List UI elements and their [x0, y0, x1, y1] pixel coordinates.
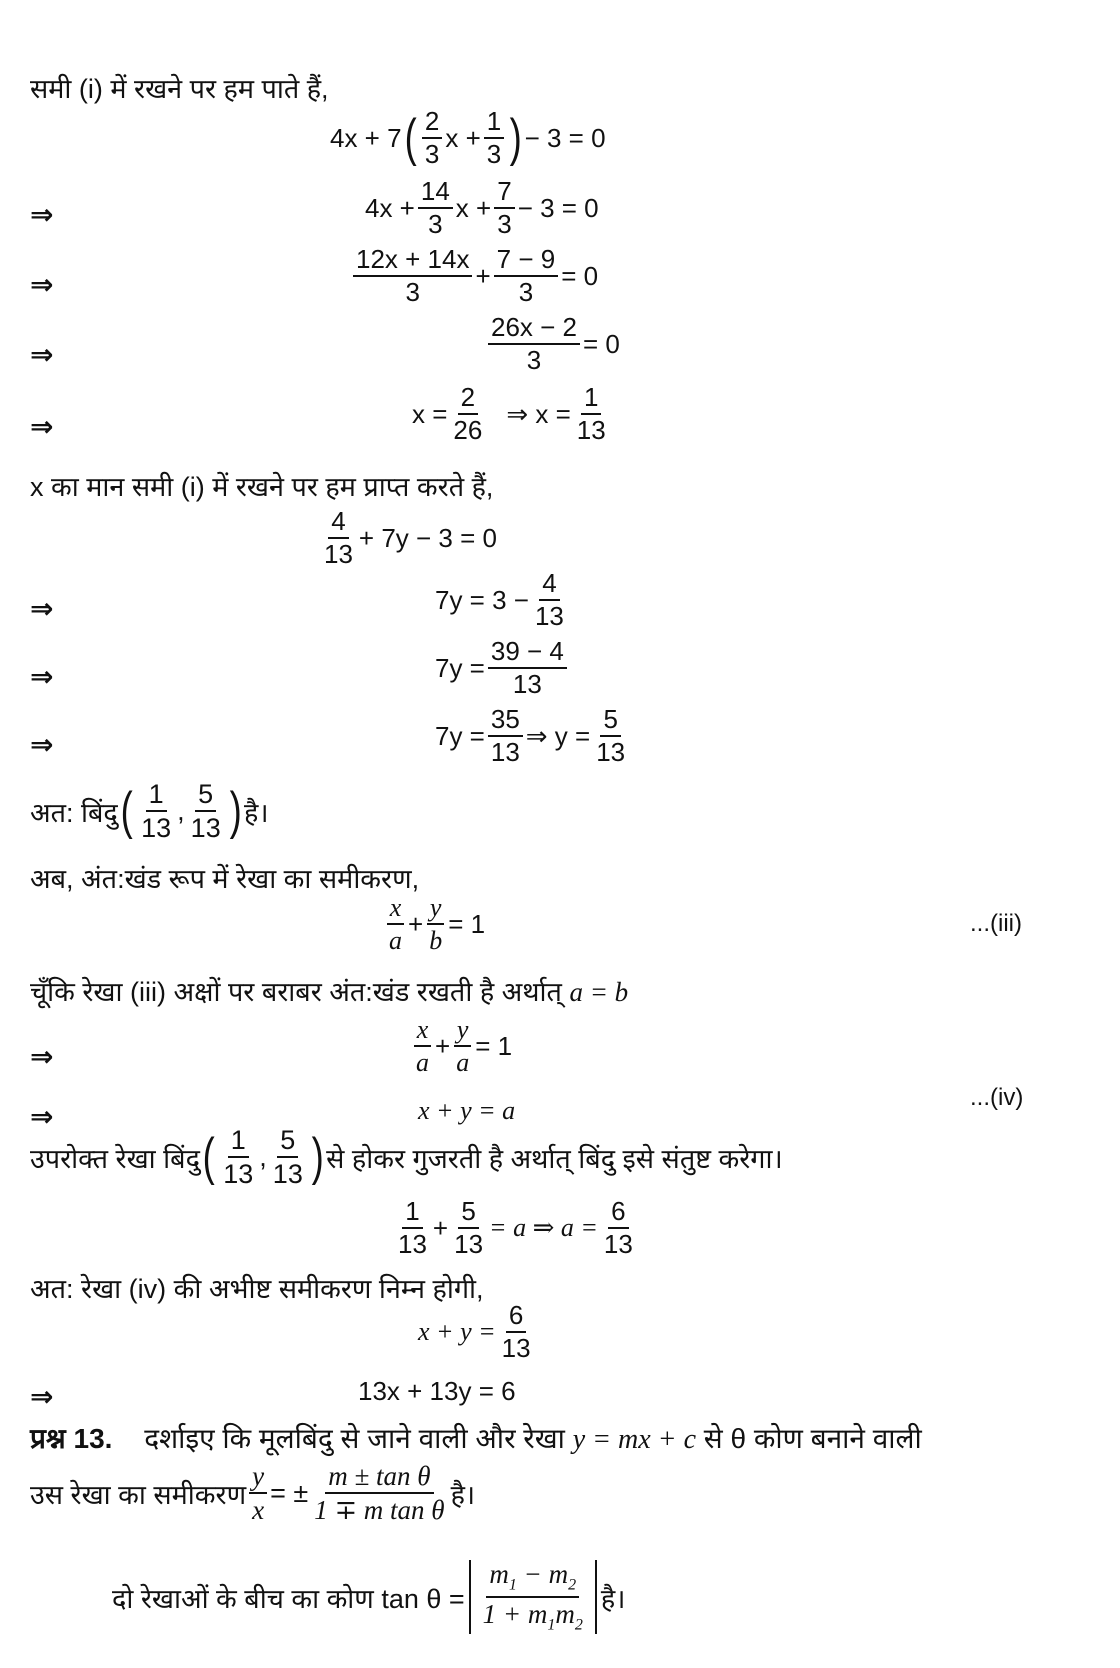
denominator: x: [252, 1495, 265, 1526]
passes-through-suffix: से होकर गुजरती है अर्थात् बिंदु इसे संतुष्ट करेगा।: [326, 1143, 783, 1174]
denominator: 13: [534, 601, 564, 632]
eq5-pre: x =: [412, 398, 448, 429]
plus-sign: +: [435, 1030, 451, 1061]
left-paren: (: [404, 109, 417, 168]
equals-plus-minus: = ±: [270, 1477, 309, 1508]
eq1-mid: x +: [445, 122, 481, 153]
numerator: 7: [494, 178, 514, 209]
eq7-pre: 7y = 3 −: [435, 584, 529, 615]
eq9-mid: ⇒ y =: [525, 720, 591, 751]
left-paren: (: [120, 782, 133, 841]
question-line-equation: y = mx + c: [572, 1424, 696, 1455]
denominator: 13: [324, 539, 353, 570]
implies-arrow: ⇒: [30, 411, 54, 442]
numerator: [486, 1560, 579, 1598]
equation-13: [392, 1198, 639, 1259]
point-line: [30, 780, 269, 843]
intro-line-2: x का मान समी (i) में रखने पर हम प्राप्त करते हैं,: [30, 472, 494, 502]
equation-7: [435, 570, 570, 631]
numerator: x: [414, 1016, 432, 1047]
fraction-x-a: [386, 894, 405, 955]
subscript: 2: [574, 1616, 583, 1634]
fraction-y-x: [249, 1462, 267, 1525]
fraction-1-3: [484, 108, 504, 169]
numerator: 1: [146, 780, 167, 812]
equation-6: [318, 508, 497, 569]
left-paren: (: [202, 1128, 215, 1187]
numerator: x: [387, 894, 405, 925]
denominator: 3: [428, 209, 443, 240]
equation-intercept: [383, 894, 485, 955]
denominator: 13: [501, 1333, 531, 1364]
eq1-post: − 3 = 0: [524, 122, 606, 153]
numerator: 5: [600, 706, 620, 737]
fraction-y-b: [426, 894, 445, 955]
plus-sign: +: [408, 908, 424, 939]
one-plus-m: 1 + m: [482, 1599, 548, 1630]
numerator: 5: [195, 780, 216, 812]
denominator: a: [389, 926, 402, 956]
equal-intercepts-line: [30, 975, 628, 1009]
fraction-7-3: [494, 178, 514, 239]
absolute-value: [469, 1560, 597, 1634]
denominator: 13: [454, 1229, 484, 1260]
implies-arrow: ⇒: [30, 1101, 54, 1132]
fraction-slope-formula: [311, 1462, 447, 1525]
numerator: 4: [539, 570, 559, 601]
denominator: 13: [272, 1159, 303, 1190]
numerator: 5: [277, 1126, 298, 1158]
numerator: 1: [484, 108, 504, 139]
denominator: 13: [603, 1229, 633, 1260]
denominator: 13: [141, 813, 172, 844]
equals-zero: = 0: [561, 260, 599, 291]
numerator: 6: [506, 1302, 526, 1333]
numerator: 26x − 2: [488, 314, 580, 345]
equals-zero: = 0: [583, 328, 620, 359]
denominator: 13: [596, 737, 626, 768]
denominator: 3: [424, 139, 440, 170]
numerator: 6: [608, 1198, 628, 1229]
implies-arrow: ⇒: [30, 1041, 54, 1072]
intro-line-1: समी (i) में रखने पर हम पाते हैं,: [30, 74, 329, 104]
fraction-1-13: [574, 384, 609, 445]
numerator: 35: [488, 706, 523, 737]
point-suffix: है।: [244, 797, 269, 828]
comma: ,: [177, 795, 185, 826]
implies-arrow: ⇒: [30, 729, 54, 760]
question-text-1: दर्शाइए कि मूलबिंदु से जाने वाली और रेखा: [144, 1423, 565, 1454]
denominator: 26: [453, 415, 483, 446]
numerator: 12x + 14x: [353, 246, 472, 277]
denominator: a: [456, 1048, 470, 1078]
right-paren: ): [509, 109, 522, 168]
denominator: [480, 1598, 586, 1634]
equation-8: [435, 638, 570, 699]
numerator: m ± tan θ: [325, 1462, 433, 1494]
question-suffix: है।: [450, 1479, 476, 1510]
denominator: a: [416, 1048, 429, 1078]
implies-arrow: ⇒: [30, 269, 54, 300]
plus-sign: +: [475, 260, 491, 291]
denominator: 3: [486, 139, 502, 170]
implies-arrow: ⇒: [30, 661, 54, 692]
equation-15: 13x + 13y = 6: [358, 1376, 516, 1406]
eq5-mid: ⇒ x =: [506, 398, 571, 429]
numerator: 5: [458, 1198, 478, 1229]
equals-one: = 1: [475, 1030, 513, 1061]
question-label: प्रश्न 13.: [30, 1423, 113, 1454]
fraction-5-13: [270, 1126, 306, 1189]
equation-14: [418, 1302, 537, 1363]
fraction-angle-formula: [480, 1560, 586, 1634]
question-text-2: से θ कोण बनाने वाली: [703, 1423, 922, 1454]
denominator: 3: [405, 277, 420, 308]
numerator: 7 − 9: [494, 246, 559, 277]
right-paren: ): [229, 782, 242, 841]
denominator: 3: [518, 277, 534, 308]
eq14-pre: x + y =: [418, 1317, 496, 1347]
fraction-39-4: [488, 638, 567, 699]
equation-tag-iii: ...(iii): [970, 910, 1022, 937]
equation-12: x + y = a: [418, 1096, 516, 1125]
fraction-1-13: [395, 1198, 430, 1259]
fraction-26x-2: [488, 314, 580, 375]
eq2-mid: x +: [455, 192, 492, 223]
fraction-4-13: [532, 570, 567, 631]
required-equation-line: अत: रेखा (iv) की अभीष्ट समीकरण निम्न होगी,: [30, 1274, 484, 1304]
equation-3: [350, 246, 598, 307]
denominator: 13: [512, 669, 542, 700]
denominator: 13: [190, 813, 221, 844]
denominator: b: [429, 926, 443, 956]
equals-one: = 1: [448, 908, 486, 939]
subscript: 2: [568, 1576, 577, 1594]
fraction-6-13: [601, 1198, 636, 1259]
fraction-1-13: [138, 780, 174, 843]
fraction-6-13: [499, 1302, 534, 1363]
question-13-line-1: [30, 1422, 922, 1457]
denominator: 3: [526, 345, 542, 376]
numerator: 39 − 4: [488, 638, 567, 669]
fraction-x-a: [413, 1016, 432, 1077]
numerator: 2: [422, 108, 442, 139]
numerator: 1: [581, 384, 601, 415]
numerator: y: [249, 1462, 267, 1494]
fraction-14-3: [418, 178, 453, 239]
equation-2: [365, 178, 599, 239]
hint-suffix: है।: [600, 1583, 626, 1614]
passes-through-label: उपरोक्त रेखा बिंदु: [30, 1143, 200, 1174]
eq2-post: − 3 = 0: [517, 192, 599, 223]
equation-4: [485, 314, 620, 375]
subscript: 1: [547, 1616, 556, 1634]
equation-11: [410, 1016, 512, 1077]
fraction-35-13: [488, 706, 523, 767]
eq13-mid: = a ⇒ a =: [489, 1213, 598, 1243]
equation-tag-iv: ...(iv): [970, 1084, 1024, 1111]
eq8-pre: 7y =: [435, 652, 485, 683]
implies-arrow: ⇒: [30, 593, 54, 624]
implies-arrow: ⇒: [30, 339, 54, 370]
eq6-post: + 7y − 3 = 0: [358, 522, 497, 553]
implies-arrow: ⇒: [30, 199, 54, 230]
denominator: 1 ∓ m tan θ: [314, 1495, 445, 1526]
denominator: 13: [223, 1159, 254, 1190]
fraction-y-a: [453, 1016, 472, 1077]
equation-9: [435, 706, 631, 767]
equal-intercepts-text: चूँकि रेखा (iii) अक्षों पर बराबर अंत:खंड रखती है अर्थात्: [30, 977, 562, 1007]
numerator: y: [454, 1016, 472, 1047]
numerator: 4: [328, 508, 348, 539]
eq2-pre: 4x +: [365, 192, 415, 223]
fraction-5-13: [593, 706, 628, 767]
denominator: 13: [398, 1229, 427, 1260]
numerator: 2: [458, 384, 478, 415]
fraction-4-13: [321, 508, 356, 569]
equation-1: [330, 108, 606, 169]
numerator: y: [427, 894, 445, 925]
numerator: 1: [228, 1126, 249, 1158]
fraction-5-13: [451, 1198, 486, 1259]
comma: ,: [259, 1141, 267, 1172]
eq1-pre: 4x + 7: [330, 122, 402, 153]
question-text-3: उस रेखा का समीकरण: [30, 1479, 247, 1510]
fraction-5-13: [188, 780, 224, 843]
minus-m: − m: [516, 1559, 569, 1589]
fraction-7-9: [494, 246, 559, 307]
fraction-12x-14x: [353, 246, 472, 307]
hint-line: [112, 1560, 625, 1634]
right-paren: ): [311, 1128, 324, 1187]
passes-through-line: [30, 1126, 783, 1189]
subscript: 1: [508, 1576, 517, 1594]
equation-5: [412, 384, 612, 445]
fraction-2-3: [422, 108, 442, 169]
fraction-1-13: [220, 1126, 256, 1189]
plus-sign: +: [432, 1212, 449, 1243]
eq9-pre: 7y =: [435, 720, 485, 751]
a-equals-b: a = b: [569, 977, 629, 1007]
denominator: 13: [576, 415, 606, 446]
denominator: 3: [497, 209, 512, 240]
point-label: अत: बिंदु: [30, 797, 118, 828]
m-symbol: m: [489, 1559, 509, 1589]
implies-arrow: ⇒: [30, 1381, 54, 1412]
hint-text: दो रेखाओं के बीच का कोण tan θ =: [112, 1583, 465, 1614]
m-symbol: m: [555, 1599, 575, 1630]
numerator: 14: [418, 178, 453, 209]
fraction-2-26: [450, 384, 485, 445]
denominator: 13: [490, 737, 520, 768]
numerator: 1: [402, 1198, 422, 1229]
question-13-line-2: [30, 1462, 475, 1525]
intercept-form-line: अब, अंत:खंड रूप में रेखा का समीकरण,: [30, 864, 420, 894]
